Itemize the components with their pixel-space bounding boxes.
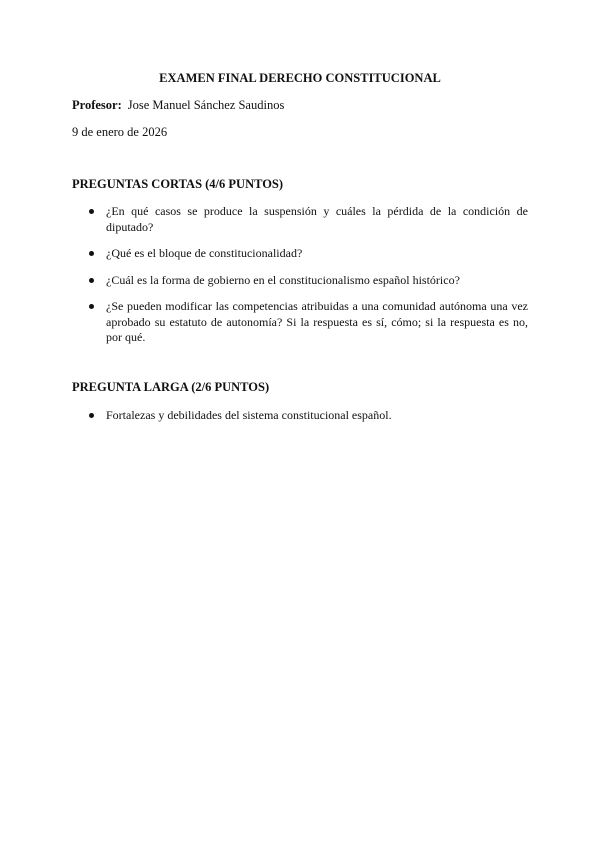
- bullet-icon: [89, 251, 94, 256]
- professor-label: Profesor:: [72, 98, 122, 112]
- list-item: [72, 273, 528, 289]
- bullet-icon: [89, 304, 94, 309]
- exam-date: 9 de enero de 2026: [72, 125, 168, 139]
- list-item: [72, 246, 528, 262]
- list-item: [72, 408, 528, 424]
- professor-line: [72, 98, 284, 113]
- question-text: ¿Qué es el bloque de constitucionalidad?: [106, 246, 303, 260]
- question-text: ¿Se pueden modificar las competencias atribuidas a una comunidad autónoma una vez aprobado su estatuto de autonomía? Si la respuesta es sí, cómo; si la respuesta es no, por qué.: [106, 299, 528, 344]
- bullet-icon: [89, 209, 94, 214]
- professor-name: Jose Manuel Sánchez Saudinos: [127, 98, 285, 112]
- short-questions-heading: PREGUNTAS CORTAS (4/6 PUNTOS): [72, 177, 284, 191]
- bullet-icon: [89, 413, 94, 418]
- page-title: EXAMEN FINAL DERECHO CONSTITUCIONAL: [159, 71, 441, 85]
- long-question-heading: PREGUNTA LARGA (2/6 PUNTOS): [72, 380, 270, 394]
- long-question-list: [72, 408, 528, 435]
- question-text: Fortalezas y debilidades del sistema constitucional español.: [106, 408, 392, 422]
- bullet-icon: [89, 278, 94, 283]
- short-questions-list: [72, 204, 528, 357]
- question-text: ¿Cuál es la forma de gobierno en el constitucionalismo español histórico?: [106, 272, 460, 287]
- question-text: ¿En qué casos se produce la suspensión y cuáles la pérdida de la condición de diputado?: [106, 204, 528, 234]
- list-item: [72, 299, 528, 346]
- list-item: [72, 204, 528, 235]
